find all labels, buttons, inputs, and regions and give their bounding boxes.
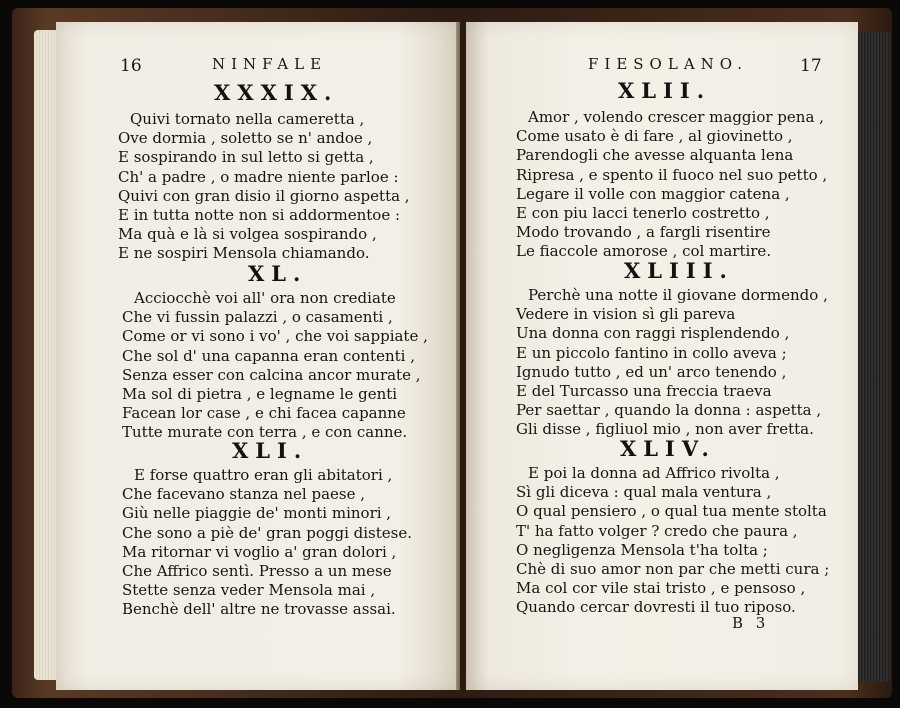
verse-line: Stette senza veder Mensola mai , [122,581,376,600]
stanza-verse [516,464,829,618]
right-page-number: 17 [800,56,822,76]
verse-line: Ma col cor vile stai tristo , e pensoso , [516,579,806,598]
stanza-title: XLIV. [620,436,716,461]
verse-line: E forse quattro eran gli abitatori , [134,466,393,484]
verse-line: Che Affrico sentì. Presso a un mese [122,562,392,581]
stanza-verse [122,289,428,443]
stanza-title: XLI. [232,438,309,463]
verse-line: Ma sol di pietra , e legname le genti [122,385,398,404]
verse-line: Tutte murate con terra , e con canne. [122,423,408,442]
verse-line: Chè di suo amor non par che metti cura ; [516,560,830,579]
stanza-verse [118,110,410,264]
verse-line: Come or vi sono i vo' , che voi sappiate , [122,327,428,346]
verse-line: Quivi tornato nella cameretta , [130,110,365,128]
stanza-verse [122,466,412,620]
verse-line: Ripresa , e spento il fuoco nel suo petto , [516,165,828,184]
verse-line: Ch' a padre , o madre niente parloe : [118,167,399,186]
verse-line: Vedere in vision sì gli pareva [516,305,736,324]
stanza-verse [516,286,828,440]
verse-line: Facean lor case , e chi facea capanne [122,404,406,423]
verse-line: Per saettar , quando la donna : aspetta , [516,401,822,420]
left-running-head: NINFALE [212,55,328,73]
verse-line: Giù nelle piaggie de' monti minori , [122,504,392,523]
verse-line: E con piu lacci tenerlo costretto , [516,204,770,223]
verse-line: Che facevano stanza nel paese , [122,485,366,504]
verse-line: O negligenza Mensola t'ha tolta ; [516,540,768,559]
verse-line: Che vi fussin palazzi , o casamenti , [122,308,393,327]
verse-line: Come usato è di fare , al giovinetto , [516,127,793,146]
verse-line: Che sol d' una capanna eran contenti , [122,346,415,365]
verse-line: Amor , volendo crescer maggior pena , [528,108,824,126]
verse-line: Una donna con raggi risplendendo , [516,324,790,343]
verse-line: Le fiaccole amorose , col martire. [516,242,772,261]
stanza-title: XLII. [618,78,712,103]
verse-line: E sospirando in sul letto si getta , [118,148,374,167]
verse-line: Ove dormia , soletto se n' andoe , [118,129,373,148]
verse-line: E un piccolo fantino in collo aveva ; [516,343,787,362]
verse-line: E in tutta notte non si addormentoe : [118,206,401,225]
verse-line: T' ha fatto volger ? credo che paura , [516,521,798,540]
verse-line: Legare il volle con maggior catena , [516,184,790,203]
verse-line: Modo trovando , a fargli risentire [516,223,771,242]
verse-line: E poi la donna ad Affrico rivolta , [528,464,780,482]
verse-line: Senza esser con calcina ancor murate , [122,365,421,384]
right-running-head: FIESOLANO. [588,55,748,73]
verse-line: Ma quà e là si volgea sospirando , [118,225,377,244]
left-page-number: 16 [120,56,142,76]
verse-line: Ignudo tutto , ed un' arco tenendo , [516,362,787,381]
page-edges-right [856,32,890,682]
signature-mark: B 3 [732,614,770,632]
verse-line: Sì gli diceva : qual mala ventura , [516,483,772,502]
verse-line: Acciocchè voi all' ora non crediate [134,289,396,307]
verse-line: Ma ritornar vi voglio a' gran dolori , [122,542,397,561]
verse-line: Che sono a piè de' gran poggi distese. [122,523,412,542]
verse-line: Benchè dell' altre ne trovasse assai. [122,600,396,619]
verse-line: Quivi con gran disio il giorno aspetta , [118,186,410,205]
stanza-verse [516,108,827,262]
verse-line: Gli disse , figliuol mio , non aver fretta. [516,420,814,439]
stanza-title: XXXIX. [214,80,339,105]
stanza-title: XL. [248,261,308,286]
verse-line: O qual pensiero , o qual tua mente stolta [516,502,827,521]
verse-line: E ne sospiri Mensola chiamando. [118,244,370,263]
verse-line: Parendogli che avesse alquanta lena [516,146,794,165]
verse-line: Perchè una notte il giovane dormendo , [528,286,828,304]
verse-line: Quando cercar dovresti il tuo riposo. [516,598,796,617]
stanza-title: XLIII. [624,258,734,283]
verse-line: E del Turcasso una freccia traeva [516,382,772,401]
